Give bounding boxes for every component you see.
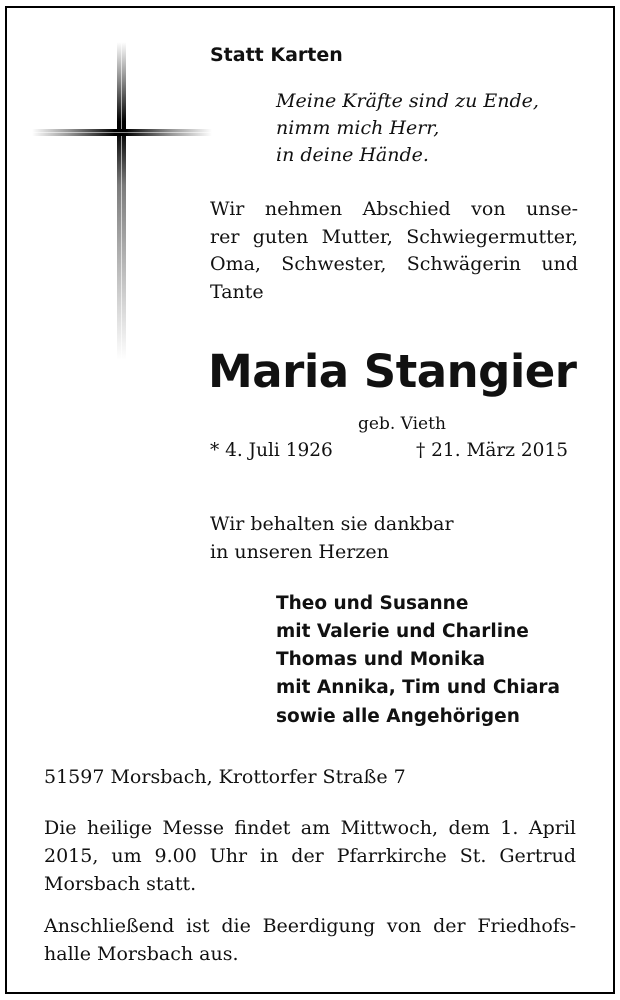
intro-text [210,196,578,306]
death-date: † 21. März 2015 [416,440,568,461]
other-relatives: sowie alle Angehörigen [276,706,520,727]
burial-info [44,912,576,968]
family-line: Theo und Susanne [276,593,469,614]
address: 51597 Morsbach, Krottorfer Straße 7 [44,766,406,788]
deceased-name: Maria Stangier [208,345,577,398]
intro-line: Wir nehmen Abschied von unse- [210,198,578,220]
family-line: mit Annika, Tim und Chiara [276,677,561,698]
verse-line: nimm mich Herr, [276,117,440,139]
family-line: Thomas und Monika [276,649,486,670]
mass-line: Morsbach statt. [44,873,197,895]
cross-icon [117,42,126,360]
mass-line: Die heilige Messe findet am Mittwoch, dem 1. April [44,817,576,839]
birth-date: * 4. Juli 1926 [210,440,333,461]
remembrance-line: Wir behalten sie dankbar [210,513,454,535]
remembrance-line: in unseren Herzen [210,541,389,563]
burial-line: halle Morsbach aus. [44,943,239,965]
intro-line: Tante [210,280,264,303]
remembrance-text [210,510,454,566]
maiden-name: geb. Vieth [358,414,446,434]
intro-line: Oma, Schwester, Schwägerin und [210,253,578,275]
verse-line: Meine Kräfte sind zu Ende, [276,90,539,112]
family-line: mit Valerie und Charline [276,621,529,642]
cross-icon-crossbar [32,129,212,136]
intro-line: rer guten Mutter, Schwiegermutter, [210,225,578,248]
verse [276,88,539,169]
header-text: Statt Karten [210,44,343,66]
mass-line: 2015, um 9.00 Uhr in der Pfarrkirche St. Gertrud [44,845,576,867]
verse-line: in deine Hände. [276,144,429,166]
family-list [276,590,560,702]
burial-line: Anschließend ist die Beerdigung von der Friedhofs- [44,915,576,937]
mass-info [44,814,576,898]
life-dates [210,440,568,461]
